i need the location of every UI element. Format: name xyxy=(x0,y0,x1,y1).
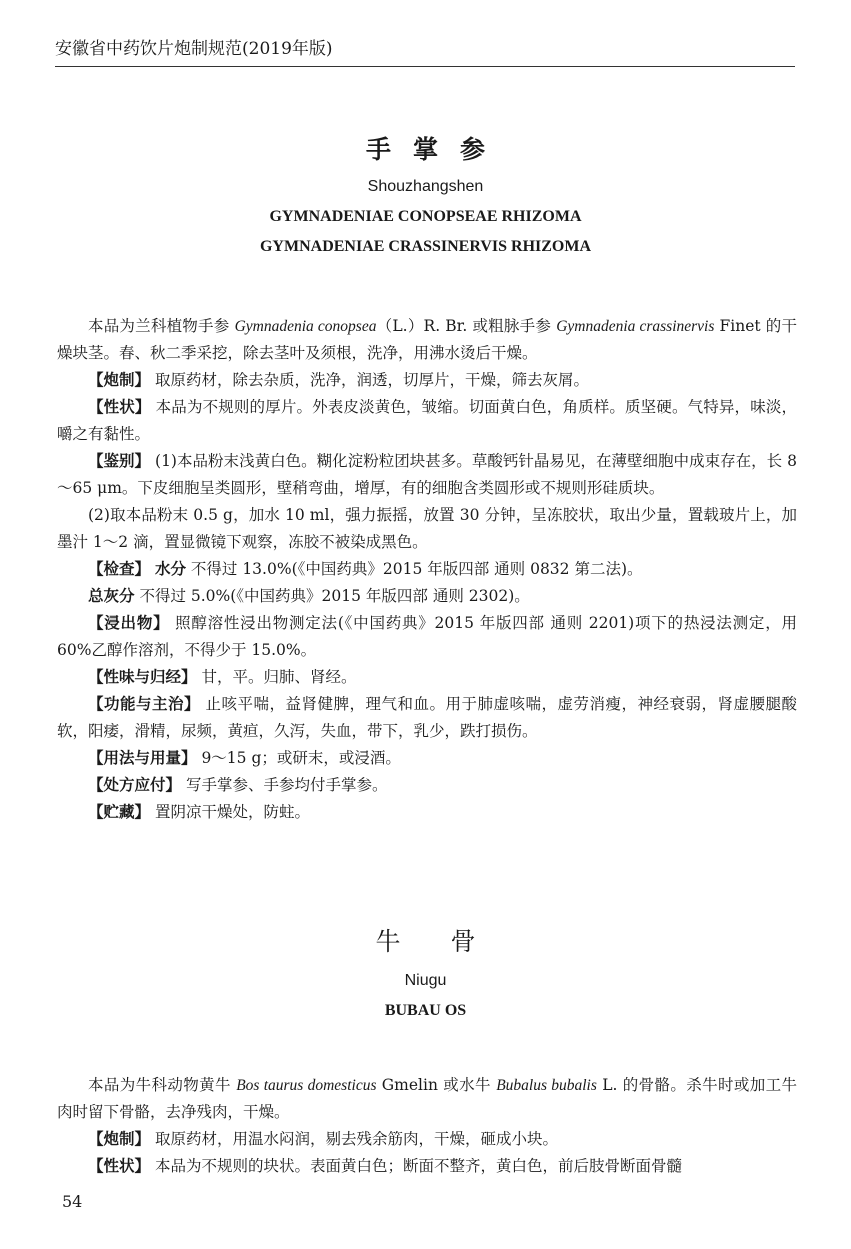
page-number: 54 xyxy=(62,1192,83,1211)
entry-title: 手掌参 xyxy=(365,135,507,164)
entry-pinyin: Niugu xyxy=(404,972,447,989)
paragraph: 【炮制】 取原药材，用温水闷润，剔去残余筋肉，干燥，砸成小块。 xyxy=(88,1130,558,1148)
paragraph: 【浸出物】 照醇溶性浸出物测定法(《中国药典》2015 年版四部 通则 2201)项下的热浸法测定，用 60%乙醇作溶剂，不得少于 15.0%。 xyxy=(57,614,797,659)
paragraph: 【用法与用量】 9～15 g；或研末，或浸酒。 xyxy=(88,749,401,767)
entry-pinyin: Shouzhangshen xyxy=(367,178,484,195)
paragraph: 总灰分 不得过 5.0%(《中国药典》2015 年版四部 通则 2302)。 xyxy=(88,587,530,605)
paragraph: 【性状】 本品为不规则的厚片。外表皮淡黄色，皱缩。切面黄白色，角质样。质坚硬。气特异，味淡，嚼之有黏性。 xyxy=(57,398,797,443)
entry-latin-name: GYMNADENIAE CONOPSEAE RHIZOMA xyxy=(269,208,582,225)
paragraph: (2)取本品粉末 0.5 g，加水 10 ml，强力振摇，放置 30 分钟，呈冻胶状，取出少量，置载玻片上，加墨汁 1～2 滴，置显微镜下观察，冻胶不被染成黑色。 xyxy=(57,506,797,551)
paragraph: 【性味与归经】 甘，平。归肺、肾经。 xyxy=(88,668,357,686)
entry-latin-name: GYMNADENIAE CRASSINERVIS RHIZOMA xyxy=(259,238,592,255)
paragraph: 【功能与主治】 止咳平喘，益肾健脾，理气和血。用于肺虚咳喘，虚劳消瘦，神经衰弱，肾虚腰腿酸软，阳痿，滑精，尿频，黄疸，久泻，失血，带下，乳少，跌打损伤。 xyxy=(57,695,797,740)
paragraph: 【性状】 本品为不规则的块状。表面黄白色；断面不整齐，黄白色，前后肢骨断面骨髓 xyxy=(88,1157,682,1175)
paragraph: 【贮藏】 置阴凉干燥处，防蛀。 xyxy=(88,803,310,821)
paragraph: 【处方应付】 写手掌参、手参均付手掌参。 xyxy=(88,776,388,794)
entry-title: 牛骨 xyxy=(375,927,526,956)
running-header: 安徽省中药饮片炮制规范(2019年版) xyxy=(55,39,333,59)
header-rule xyxy=(55,66,795,67)
entry-latin-name: BUBAU OS xyxy=(384,1002,467,1019)
paragraph: 【炮制】 取原药材，除去杂质，洗净，润透，切厚片，干燥，筛去灰屑。 xyxy=(88,371,589,389)
paragraph: 本品为牛科动物黄牛 Bos taurus domesticus Gmelin 或水牛 Bubalus bubalis L. 的骨骼。杀牛时或加工牛肉时留下骨骼，去净残肉，干燥。 xyxy=(57,1076,798,1121)
entry-body xyxy=(57,313,797,826)
paragraph: 本品为兰科植物手参 Gymnadenia conopsea（L.）R. Br. 或粗脉手参 Gymnadenia crassinervis Finet 的干燥块茎。春、秋二季采挖，除去茎叶及须根，洗净，用沸水烫后干燥。 xyxy=(57,317,798,362)
paragraph: 【检查】 水分 不得过 13.0%(《中国药典》2015 年版四部 通则 0832 第二法)。 xyxy=(88,560,643,578)
entry-body xyxy=(57,1072,797,1180)
paragraph: 【鉴别】 (1)本品粉末浅黄白色。糊化淀粉粒团块甚多。草酸钙针晶易见，在薄壁细胞中成束存在，长 8～65 μm。下皮细胞呈类圆形，壁稍弯曲，增厚，有的细胞含类圆形或不规则形硅质块。 xyxy=(57,452,797,497)
